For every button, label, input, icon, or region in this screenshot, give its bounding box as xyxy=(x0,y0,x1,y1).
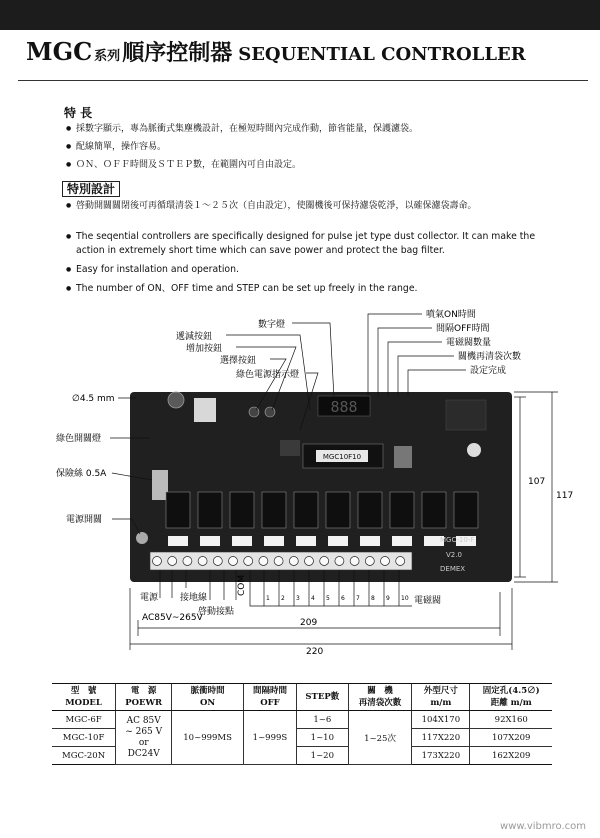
list-item: ● ＯＮ、ＯＦＦ時間及ＳＴＥＰ數，在範圍內可自由設定。 xyxy=(66,156,418,174)
list-item: ● 採數字顯示，專為脈衝式集塵機設計，在極短時間內完成作動，節省能量，保護濾袋。 xyxy=(66,120,418,138)
label-increase-button: 增加按鈕 xyxy=(186,344,223,354)
relay-label-icon xyxy=(200,536,220,546)
relay-icon xyxy=(166,492,190,528)
terminal-screw-icon xyxy=(274,557,283,566)
cell-on-time: 10~999MS xyxy=(172,711,244,765)
terminal-screw-icon xyxy=(153,557,162,566)
terminal-number: 3 xyxy=(296,595,300,602)
header-on: 脈衝時間 ON xyxy=(172,684,244,711)
cell-step: 1~20 xyxy=(296,747,348,765)
increase-button-icon xyxy=(265,407,275,417)
relay-label-icon xyxy=(392,536,412,546)
spec-table xyxy=(52,683,552,765)
header-power: 電 源 POEWR xyxy=(116,684,172,711)
cert-sticker-icon xyxy=(467,443,481,457)
label-power-led: 綠色電源指示燈 xyxy=(236,370,300,380)
relay-label-icon xyxy=(360,536,380,546)
list-item: ● The number of ON、OFF time and STEP can be set up freely in the range. xyxy=(66,283,418,294)
cell-size: 104X170 xyxy=(412,711,470,729)
header-size: 外型尺寸 m/m xyxy=(412,684,470,711)
dim-220: 220 xyxy=(306,647,324,657)
select-button-icon xyxy=(249,407,259,417)
bullet-icon: ● xyxy=(66,266,72,273)
terminal-screw-icon xyxy=(259,557,268,566)
terminal-number: 1 xyxy=(266,595,270,602)
dim-209: 209 xyxy=(300,618,318,628)
top-bar xyxy=(0,0,600,30)
features-cn-list xyxy=(66,120,418,174)
label-valve-count: 電磁閥數量 xyxy=(446,338,492,348)
terminal-screw-icon xyxy=(168,557,177,566)
header-model: 型 號 MODEL xyxy=(52,684,116,711)
relay-icon xyxy=(390,492,414,528)
terminal-screw-icon xyxy=(305,557,314,566)
label-start-contact: 啓動接點 xyxy=(198,607,235,617)
label-on-time: 噴氣ON時間 xyxy=(426,310,476,320)
label-power: 電源 xyxy=(140,593,159,603)
transformer-icon xyxy=(394,446,412,468)
features-heading: 特 長 xyxy=(64,106,93,120)
special-heading: 特別設計 xyxy=(62,181,120,197)
terminal-screw-icon xyxy=(381,557,390,566)
label-ground: 接地線 xyxy=(180,593,208,603)
terminal-number: 9 xyxy=(386,595,390,602)
header-off: 間隔時間 OFF xyxy=(244,684,297,711)
dim-107: 107 xyxy=(528,477,546,487)
controller-diagram xyxy=(0,300,600,660)
label-select-button: 選擇按鈕 xyxy=(220,356,257,366)
terminal-screw-icon xyxy=(365,557,374,566)
cell-hole: 92X160 xyxy=(470,711,552,729)
bullet-icon: ● xyxy=(66,233,72,240)
bullet-icon: ● xyxy=(66,285,72,292)
title-rule xyxy=(18,80,588,81)
component-icon xyxy=(280,440,300,456)
board-version-text: V2.0 xyxy=(446,551,462,559)
watermark: www.vibmro.com xyxy=(500,821,586,832)
relay-icon xyxy=(326,492,350,528)
terminal-screw-icon xyxy=(213,557,222,566)
cell-size: 117X220 xyxy=(412,729,470,747)
label-valve: 電磁閥 xyxy=(414,596,442,606)
label-setting-done: 設定完成 xyxy=(470,366,507,376)
terminal-number: 2 xyxy=(281,595,285,602)
terminal-numbers xyxy=(266,595,409,602)
relay-label-icon xyxy=(232,536,252,546)
header-shutdown: 關 機 再清袋次數 xyxy=(348,684,412,711)
dim-117: 117 xyxy=(556,491,574,501)
terminal-screw-icon xyxy=(350,557,359,566)
list-item: ● 啓動開關關閉後可再循環清袋１～２５次（自由設定），使關機後可保持濾袋乾淨，以確保濾袋壽命。 xyxy=(66,197,477,215)
label-digit-lamp: 數字燈 xyxy=(258,320,286,330)
cell-model: MGC-20N xyxy=(52,747,116,765)
cell-hole: 107X209 xyxy=(470,729,552,747)
terminal-number: 5 xyxy=(326,595,330,602)
cell-model: MGC-6F xyxy=(52,711,116,729)
cell-model: MGC-10F xyxy=(52,729,116,747)
relay-label-icon xyxy=(296,536,316,546)
table-row xyxy=(52,711,552,729)
label-fuse: 保險絲 0.5A xyxy=(56,469,107,479)
label-decrease-button: 遞減按鈕 xyxy=(176,332,213,342)
page-title xyxy=(26,36,526,76)
terminal-screw-icon xyxy=(396,557,405,566)
cell-shutdown: 1~25次 xyxy=(348,711,412,765)
board-maker-text: DEMEX xyxy=(440,565,466,573)
label-hole: ∅4.5 mm xyxy=(72,394,115,404)
header-hole: 固定孔(4.5∅) 距離 m/m xyxy=(470,684,552,711)
terminal-number: 8 xyxy=(371,595,375,602)
terminal-screw-icon xyxy=(229,557,238,566)
digit-display-glyphs: 888 xyxy=(330,398,358,416)
board-model-text: MGC-10-F xyxy=(440,536,475,544)
chip-label: MGC10F10 xyxy=(322,453,362,461)
terminal-screw-icon xyxy=(320,557,329,566)
list-item: ● Easy for installation and operation. xyxy=(66,264,239,275)
label-power-switch: 電源開關 xyxy=(66,515,103,525)
terminal-screw-icon xyxy=(244,557,253,566)
terminal-number: 6 xyxy=(341,595,345,602)
cell-hole: 162X209 xyxy=(470,747,552,765)
terminal-screw-icon xyxy=(335,557,344,566)
series-label: 系列 xyxy=(94,49,121,64)
label-off-time: 間隔OFF時間 xyxy=(436,324,490,334)
relay-icon xyxy=(454,492,478,528)
title-en: SEQUENTIAL CONTROLLER xyxy=(238,44,526,65)
relay-icon xyxy=(262,492,286,528)
power-switch-icon xyxy=(136,532,148,544)
cell-step: 1~10 xyxy=(296,729,348,747)
terminal-number: 7 xyxy=(356,595,360,602)
table-header-row xyxy=(52,684,552,711)
relay-label-icon xyxy=(264,536,284,546)
cell-step: 1~6 xyxy=(296,711,348,729)
cell-off-time: 1~999S xyxy=(244,711,297,765)
list-item: ● The seqential controllers are specifically designed for pulse jet type dust collector. It can make the action in extremely short time which can save power and protect the bag filter. xyxy=(66,231,536,256)
dimension-107 xyxy=(514,397,526,577)
features-en-list xyxy=(66,230,546,296)
title-cn: 順序控制器 xyxy=(122,41,233,66)
relay-label-icon xyxy=(168,536,188,546)
relay-label-icon xyxy=(328,536,348,546)
relay-icon xyxy=(198,492,222,528)
label-com: COM xyxy=(237,574,247,596)
side-fuse-icon xyxy=(152,470,168,500)
relay-icon xyxy=(294,492,318,528)
capacitor-icon xyxy=(168,392,184,408)
list-item: ● 配線簡單，操作容易。 xyxy=(66,138,418,156)
brand-name: MGC xyxy=(26,37,93,66)
label-shutdown-clean: 關機再清袋次數 xyxy=(458,352,522,362)
terminal-screw-icon xyxy=(198,557,207,566)
dimension-117 xyxy=(514,392,558,582)
cell-power: AC 85V ~ 265 V or DC24V xyxy=(116,711,172,765)
fuse-holder-icon xyxy=(194,398,216,422)
terminal-screw-icon xyxy=(289,557,298,566)
relay-icon xyxy=(358,492,382,528)
header-step: STEP數 xyxy=(296,684,348,711)
terminal-screw-icon xyxy=(183,557,192,566)
label-power-range: AC85V~265V xyxy=(142,613,203,623)
terminal-number: 4 xyxy=(311,595,315,602)
terminal-screws xyxy=(153,557,405,566)
cell-size: 173X220 xyxy=(412,747,470,765)
relay-icon xyxy=(230,492,254,528)
terminal-number: 10 xyxy=(401,595,409,602)
special-cn-list xyxy=(66,197,477,215)
label-green-switch-led: 綠色開關燈 xyxy=(56,434,102,444)
dip-header-icon xyxy=(446,400,486,430)
relay-icon xyxy=(422,492,446,528)
